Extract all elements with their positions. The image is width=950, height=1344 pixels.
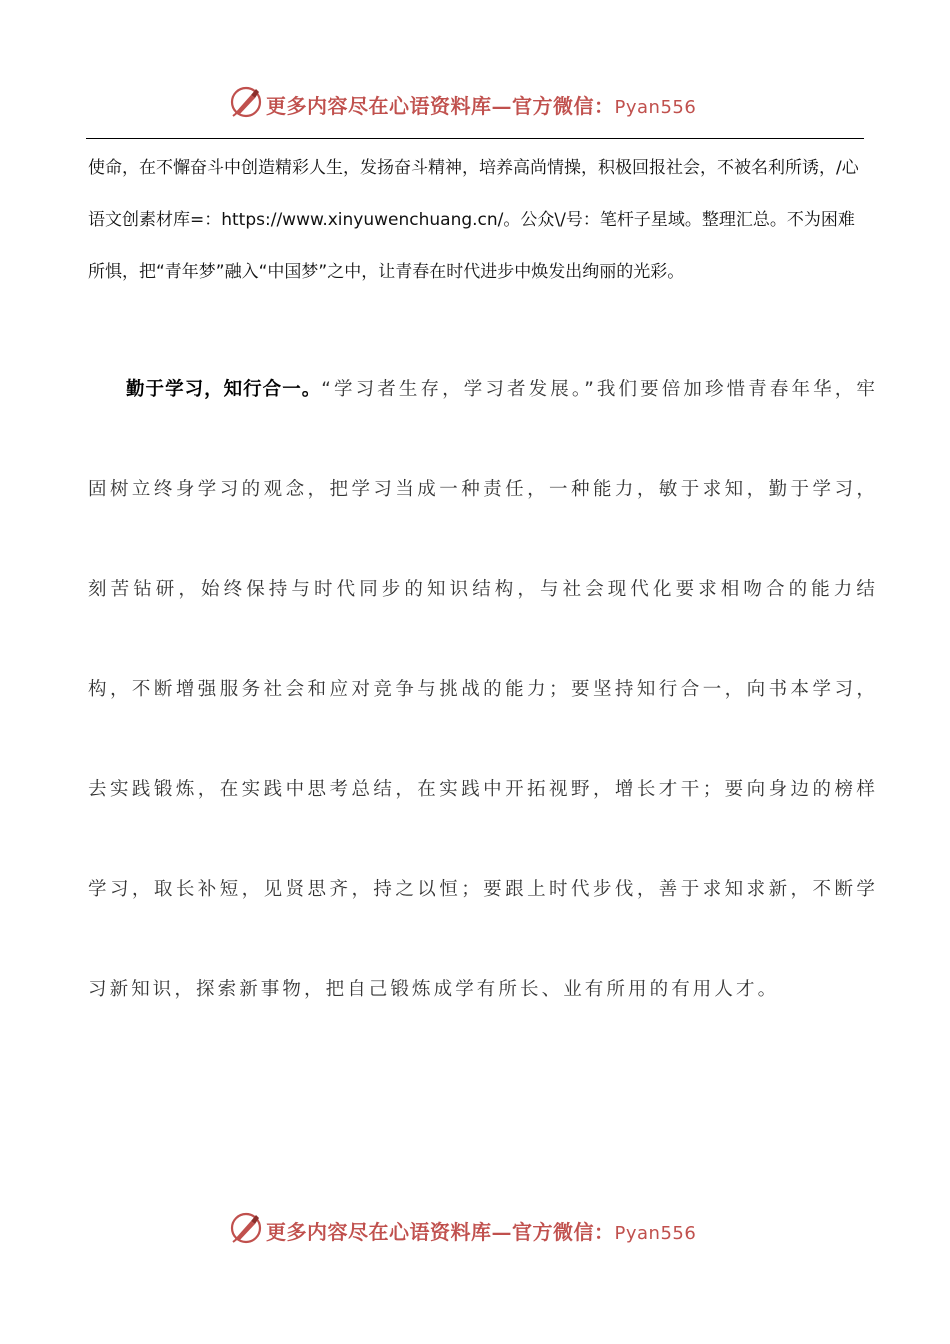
body-paragraph-1: 使命，在不懈奋斗中创造精彩人生，发扬奋斗精神，培养高尚情操，积极回报社会，不被名利所诱，/心语文创素材库=：https://www.xinyuwenchuang.cn/。公众\/号：笔杆子星域。整理汇总。不为困难所惧，把“青年梦”融入“中国梦”之中，让青春在时代进步中焕发出绚丽的光彩。 — [88, 158, 859, 282]
footer-banner-text — [266, 1216, 696, 1245]
footer-banner — [0, 1210, 950, 1250]
header-banner-text — [266, 90, 696, 119]
header-banner-title: 更多内容尽在心语资料库—官方微信： — [266, 94, 615, 118]
paragraph-2-text: “学习者生存，学习者发展。”我们要倍加珍惜青春年华，牢固树立终身学习的观念，把学习当成一种责任，一种能力，敏于求知，勤于学习，刻苦钻研，始终保持与时代同步的知识结构，与社会现代化要求相吻合的能力结构，不断增强服务社会和应对竞争与挑战的能力；要坚持知行合一，向书本学习，去实践锻炼，在实践中思考总结，在实践中开拓视野，增长才干；要向身边的榜样学习，取长补短，见贤思齐，持之以恒；要跟上时代步伐，善于求知求新，不断学习新知识，探索新事物，把自己锻炼成学有所长、业有所用的有用人才。 — [88, 379, 878, 1000]
footer-banner-wechat: Pyan556 — [614, 1223, 697, 1244]
pen-logo-icon — [229, 85, 263, 119]
header-banner — [0, 84, 950, 124]
footer-banner-title: 更多内容尽在心语资料库—官方微信： — [266, 1220, 615, 1244]
pen-logo-icon — [229, 1211, 263, 1245]
header-divider — [86, 138, 864, 139]
body-paragraph-2 — [88, 340, 878, 1040]
paragraph-2-lead: 勤于学习，知行合一。 — [126, 379, 322, 400]
header-banner-wechat: Pyan556 — [614, 97, 697, 118]
